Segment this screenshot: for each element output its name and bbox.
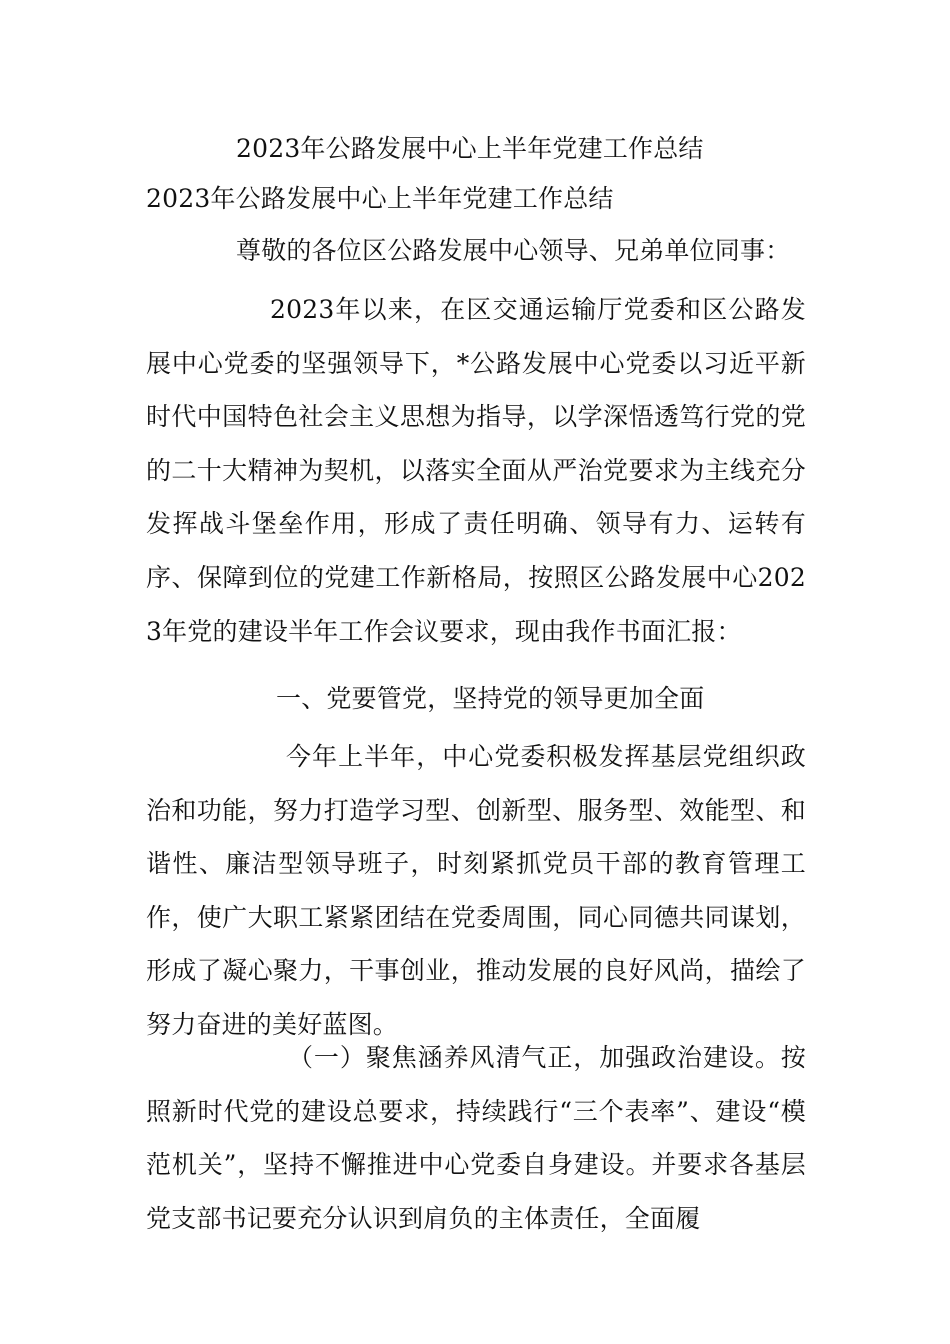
document-subtitle: 2023年公路发展中心上半年党建工作总结	[146, 184, 614, 213]
section-heading: 一、党要管党，坚持党的领导更加全面	[276, 684, 705, 713]
intro-paragraph: 2023年以来，在区交通运输厅党委和区公路发展中心党委的坚强领导下，*公路发展中心党委以习近平新时代中国特色社会主义思想为指导，以学深悟透笃行党的党的二十大精神为契机，以落实全面从严治党要求为主线充分发挥战斗堡垒作用，形成了责任明确、领导有力、运转有序、保障到位的党建工作新格局，按照区公路发展中心2023年党的建设半年工作会议要求，现由我作书面汇报：	[146, 295, 806, 646]
document-title: 2023年公路发展中心上半年党建工作总结	[236, 134, 704, 163]
salutation: 尊敬的各位区公路发展中心领导、兄弟单位同事：	[236, 236, 791, 265]
section-paragraph: 今年上半年，中心党委积极发挥基层党组织政治和功能，努力打造学习型、创新型、服务型、效能型、和谐性、廉洁型领导班子，时刻紧抓党员干部的教育管理工作，使广大职工紧紧团结在党委周围，同心同德共同谋划，形成了凝心聚力，干事创业，推动发展的良好风尚，描绘了努力奋进的美好蓝图。	[146, 742, 806, 1039]
subsection-paragraph: （一）聚焦涵养风清气正，加强政治建设。按照新时代党的建设总要求，持续践行“三个表率”、建设“模范机关”，坚持不懈推进中心党委自身建设。并要求各基层党支部书记要充分认识到肩负的主体责任，全面履	[146, 1043, 806, 1233]
